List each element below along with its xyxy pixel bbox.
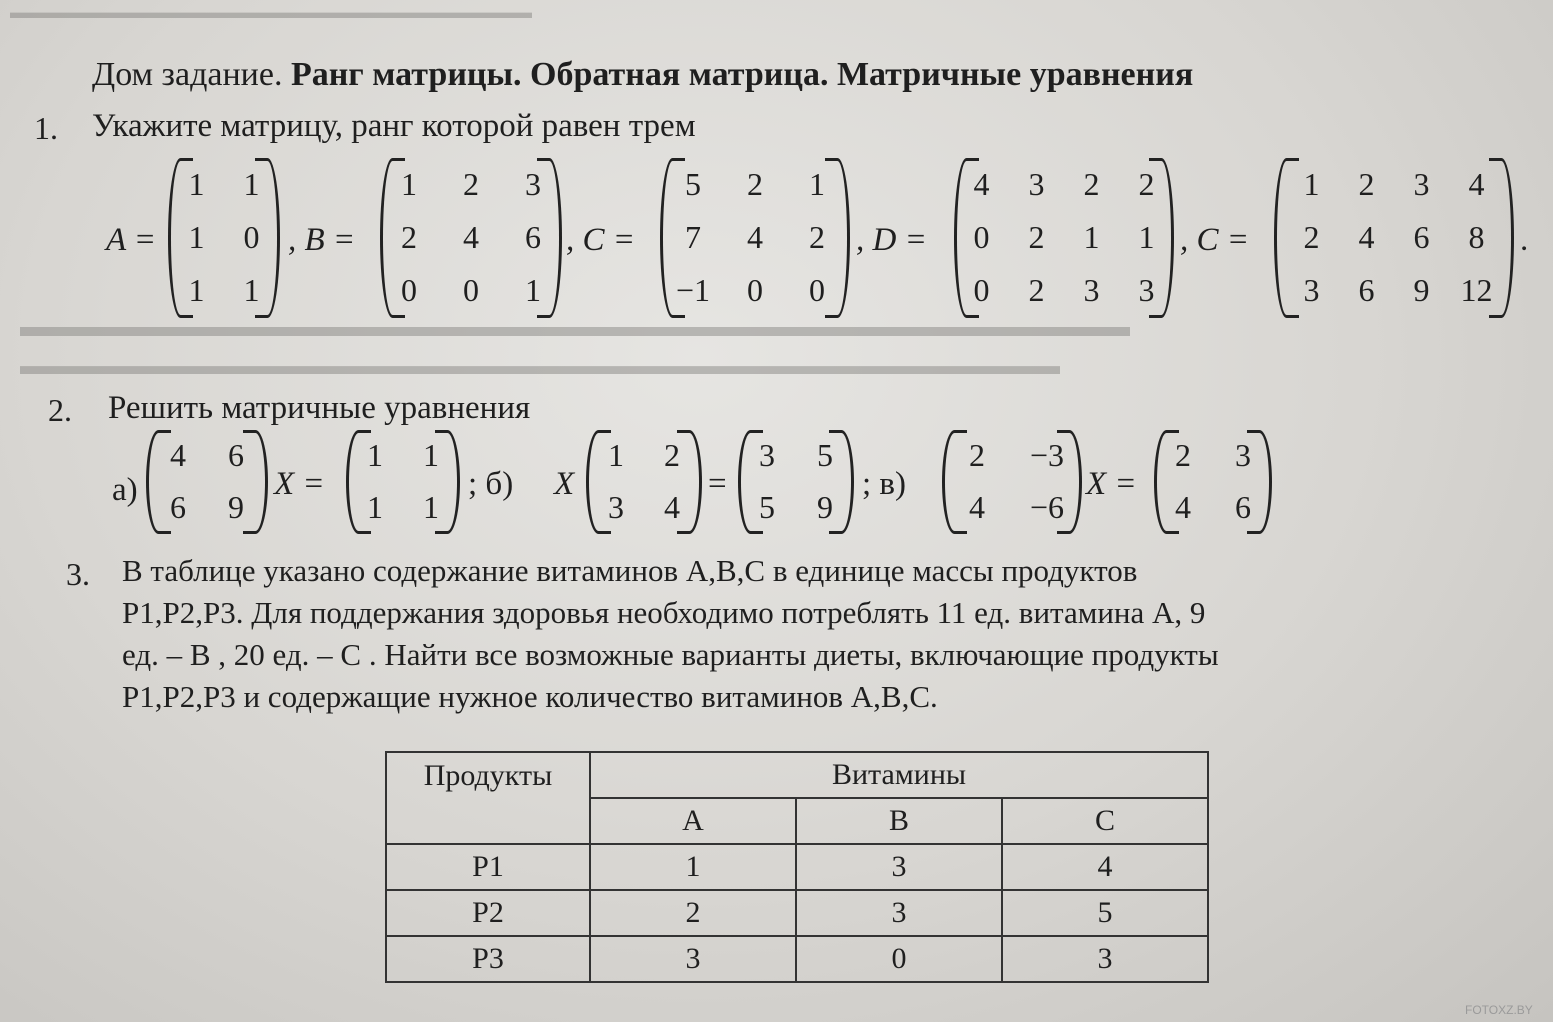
matrix-cell: −1: [675, 272, 711, 309]
matrix-cell: 0: [747, 272, 763, 309]
table-row: [386, 890, 1208, 936]
eq-c-x: X =: [1086, 466, 1137, 502]
matrix-cell: 1: [401, 165, 417, 202]
cell-b: 0: [796, 936, 1002, 982]
matrix-cell: 3: [1303, 272, 1320, 309]
watermark: FOTOXZ.BY: [1465, 1003, 1533, 1017]
cell-c: 4: [1002, 844, 1208, 890]
matrix-cell: 0: [243, 219, 260, 255]
matrix-cell: 0: [809, 272, 825, 309]
matrix-cell: 1: [423, 437, 439, 473]
task1-end-period: .: [1520, 222, 1529, 258]
cell-c: 5: [1002, 890, 1208, 936]
header-products: Продукты: [386, 752, 590, 844]
matrix-cell: 4: [747, 219, 763, 255]
task1-text: Укажите матрицу, ранг которой равен трем: [92, 108, 696, 144]
eq-a-label: а): [112, 472, 138, 508]
bleed-through-text: ▬▬▬▬▬▬▬▬▬▬▬▬▬▬▬▬▬▬▬▬▬▬▬▬▬▬▬▬▬: [10, 2, 532, 22]
matrix-cell: 2: [1138, 165, 1155, 202]
matrix-cell: 6: [228, 437, 244, 473]
matrix-cell: 3: [1413, 165, 1430, 202]
task2-text: Решить матричные уравнения: [108, 390, 531, 426]
page-title: [92, 56, 1193, 94]
eq-c-right-matrix: [1154, 430, 1272, 534]
vitamin-table: [385, 751, 1209, 983]
matrix-cell: 5: [817, 437, 833, 473]
task3-line: ед. – B , 20 ед. – C . Найти все возможные варианты диеты, включающие продукты: [122, 637, 1219, 672]
matrix-cell: 1: [367, 437, 383, 473]
matrix-cell: 4: [1175, 489, 1191, 525]
cell-a: 2: [590, 890, 796, 936]
matrix-cell: 6: [1413, 219, 1430, 255]
cell-b: 3: [796, 844, 1002, 890]
label-B: , B =: [288, 222, 356, 258]
matrix-cell: 1: [423, 489, 439, 525]
matrix-cell: 3: [1235, 437, 1251, 473]
matrix-B: [380, 158, 562, 318]
matrix-cell: 4: [664, 489, 680, 525]
matrix-cell: 9: [228, 489, 244, 525]
eq-c-left-matrix: [942, 430, 1082, 534]
bleed-through-text: ▬▬▬▬▬▬▬▬▬▬▬▬▬▬▬▬▬▬▬▬▬▬▬▬▬▬▬▬▬▬▬▬▬▬▬▬▬: [20, 310, 1130, 343]
matrix-cell: 2: [463, 165, 479, 202]
matrix-cell: 0: [463, 272, 479, 309]
matrix-cell: 2: [1303, 219, 1320, 255]
matrix-cell: 1: [809, 165, 825, 202]
matrix-cell: −6: [1029, 489, 1065, 525]
matrix-cell: 3: [1138, 272, 1155, 309]
matrix-cell: 1: [188, 165, 205, 202]
task3-line: P1,P2,P3. Для поддержания здоровья необходимо потреблять 11 ед. витамина A, 9: [122, 595, 1206, 630]
matrix-C: [660, 158, 850, 318]
matrix-cell: 6: [170, 489, 186, 525]
header-vitamin-c: C: [1002, 798, 1208, 844]
matrix-cell: 3: [1083, 272, 1100, 309]
matrix-cell: 1: [367, 489, 383, 525]
matrix-cell: 6: [1358, 272, 1375, 309]
eq-a-left-matrix: [146, 430, 268, 534]
table-row: [386, 844, 1208, 890]
cell-a: 1: [590, 844, 796, 890]
matrix-cell: 9: [1413, 272, 1430, 309]
label-C2: , C =: [1180, 222, 1250, 258]
matrix-cell: 1: [1083, 219, 1100, 255]
matrix-cell: 2: [809, 219, 825, 255]
matrix-cell: 4: [1358, 219, 1375, 255]
matrix-cell: 1: [608, 437, 624, 473]
matrix-cell: 4: [463, 219, 479, 255]
table-row: [386, 936, 1208, 982]
task3-line: P1,P2,P3 и содержащие нужное количество витаминов A,B,C.: [122, 679, 938, 714]
eq-b-right-matrix: [738, 430, 854, 534]
row-product: P1: [386, 844, 590, 890]
matrix-C2: [1274, 158, 1514, 318]
matrix-cell: 4: [1468, 165, 1485, 202]
matrix-cell: 2: [747, 165, 763, 202]
matrix-cell: 1: [525, 272, 541, 309]
eq-b-x: X: [554, 466, 575, 502]
eq-b-label: ; б): [468, 466, 514, 502]
matrix-cell: 2: [1028, 272, 1045, 309]
matrix-cell: 0: [973, 219, 990, 255]
matrix-A: [168, 158, 280, 318]
matrix-cell: 4: [170, 437, 186, 473]
matrix-cell: 3: [525, 165, 541, 202]
cell-c: 3: [1002, 936, 1208, 982]
matrix-cell: 4: [973, 165, 990, 202]
table-header-row: [386, 752, 1208, 798]
matrix-cell: 3: [759, 437, 775, 473]
matrix-cell: 3: [608, 489, 624, 525]
matrix-cell: 8: [1468, 219, 1485, 255]
eq-b-equals: =: [708, 466, 727, 502]
eq-c-label: ; в): [862, 466, 906, 502]
matrix-cell: 6: [1235, 489, 1251, 525]
task3-number: 3.: [66, 556, 90, 592]
matrix-cell: 2: [1358, 165, 1375, 202]
task2-number: 2.: [48, 392, 72, 428]
matrix-cell: 5: [685, 165, 701, 202]
matrix-cell: 1: [1303, 165, 1320, 202]
header-vitamin-a: A: [590, 798, 796, 844]
eq-a-right-matrix: [346, 430, 460, 534]
matrix-cell: 2: [969, 437, 985, 473]
title-topic: Ранг матрицы. Обратная матрица. Матричные уравнения: [290, 56, 1194, 93]
matrix-cell: 1: [188, 219, 205, 255]
matrix-cell: 7: [685, 219, 701, 255]
label-C: , C =: [566, 222, 636, 258]
task3-line: В таблице указано содержание витаминов A,B,C в единице массы продуктов: [122, 553, 1138, 588]
matrix-cell: 9: [817, 489, 833, 525]
eq-b-left-matrix: [586, 430, 702, 534]
cell-a: 3: [590, 936, 796, 982]
title-prefix: Дом задание.: [92, 56, 283, 93]
cell-b: 3: [796, 890, 1002, 936]
task1-number: 1.: [34, 110, 58, 146]
matrix-cell: 2: [1028, 219, 1045, 255]
matrix-cell: 12: [1460, 272, 1493, 309]
eq-a-x: X =: [274, 466, 325, 502]
header-vitamin-b: B: [796, 798, 1002, 844]
matrix-cell: 0: [401, 272, 417, 309]
matrix-cell: 3: [1028, 165, 1045, 202]
matrix-cell: 1: [243, 272, 260, 309]
matrix-D: [954, 158, 1174, 318]
row-product: P3: [386, 936, 590, 982]
task3-text: [122, 550, 1219, 718]
matrix-cell: 2: [401, 219, 417, 255]
matrix-cell: 2: [1175, 437, 1191, 473]
matrix-cell: 0: [973, 272, 990, 309]
row-product: P2: [386, 890, 590, 936]
matrix-cell: 1: [188, 272, 205, 309]
label-A: A =: [106, 222, 157, 258]
matrix-cell: −3: [1029, 437, 1065, 473]
matrix-cell: 5: [759, 489, 775, 525]
matrix-cell: 2: [664, 437, 680, 473]
bleed-through-text: ▬▬▬▬▬▬▬▬▬▬▬▬▬▬▬▬▬▬▬▬▬▬▬▬▬▬▬▬▬▬▬▬▬▬▬▬▬▬▬▬: [20, 350, 1060, 380]
matrix-cell: 6: [525, 219, 541, 255]
matrix-cell: 4: [969, 489, 985, 525]
matrix-cell: 1: [243, 165, 260, 202]
matrix-cell: 2: [1083, 165, 1100, 202]
matrix-cell: 1: [1138, 219, 1155, 255]
header-vitamins: Витамины: [590, 752, 1208, 798]
label-D: , D =: [856, 222, 927, 258]
